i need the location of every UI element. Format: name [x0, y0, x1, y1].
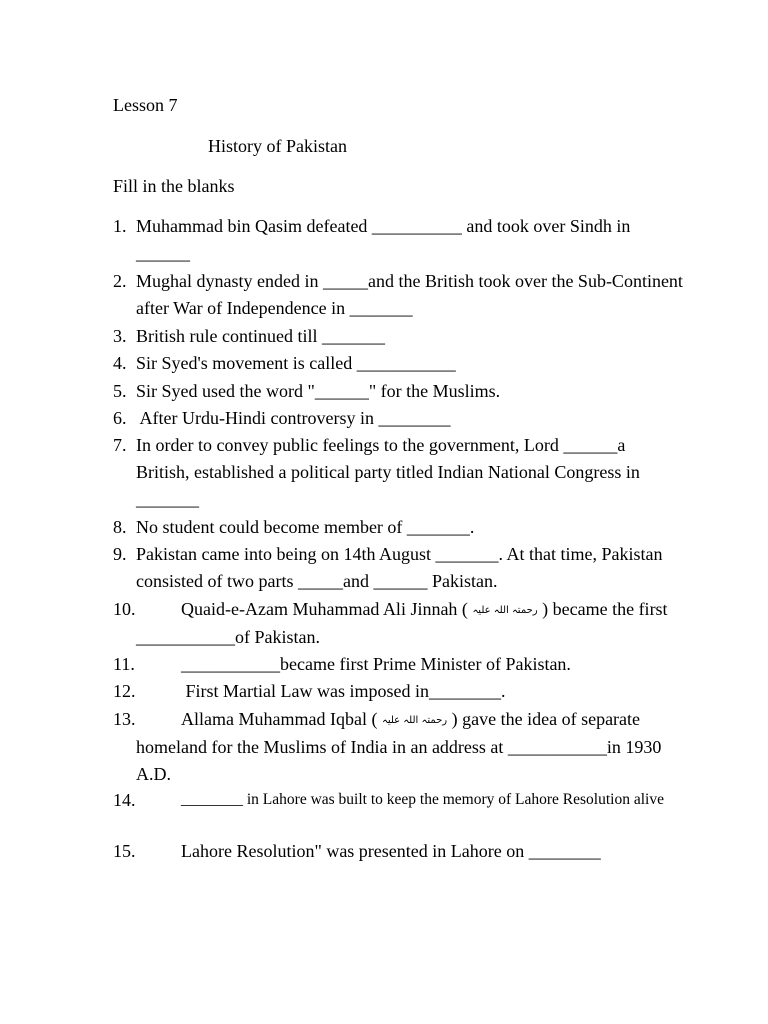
question-8 — [113, 514, 683, 541]
question-5 — [113, 378, 683, 405]
question-text-continued: ) gave the idea of separate homeland for the Muslims of India in an address at ___________in 1930 A.D. — [136, 709, 662, 784]
honorific-urdu: رحمتہ اللہ علیہ — [472, 605, 538, 616]
page-title: History of Pakistan — [208, 136, 347, 156]
question-text: In order to convey public feelings to the government, Lord ______a British, established a political party titled Indian National Congress in _______ — [136, 435, 640, 509]
question-text: After Urdu-Hindi controversy in ________ — [136, 408, 451, 428]
question-text: Lahore Resolution" was presented in Lahore on ________ — [181, 841, 601, 861]
question-14 — [113, 788, 683, 812]
question-10 — [113, 596, 683, 651]
question-text: ___________became first Prime Minister of Pakistan. — [181, 654, 571, 674]
question-text: Sir Syed used the word "______" for the Muslims. — [136, 381, 501, 401]
question-number: 5. — [113, 381, 127, 401]
question-number: 9. — [113, 544, 127, 564]
instruction-text: Fill in the blanks — [113, 176, 235, 196]
question-text: Mughal dynasty ended in _____and the British took over the Sub-Continent after War of Independence in _______ — [136, 271, 683, 318]
honorific-urdu: رحمتہ اللہ علیہ — [381, 715, 448, 726]
question-text: Quaid-e-Azam Muhammad Ali Jinnah ( — [181, 599, 468, 619]
question-number: 15. — [113, 841, 136, 861]
question-7 — [113, 432, 683, 513]
question-number: 2. — [113, 271, 127, 291]
question-number: 11. — [113, 654, 135, 674]
question-number: 1. — [113, 216, 127, 236]
question-text: First Martial Law was imposed in________. — [181, 681, 506, 701]
question-number: 7. — [113, 435, 127, 455]
question-number: 14. — [113, 790, 136, 810]
question-number: 4. — [113, 353, 127, 373]
question-number: 3. — [113, 326, 127, 346]
question-text: British rule continued till _______ — [136, 326, 385, 346]
question-number: 12. — [113, 681, 136, 701]
question-2 — [113, 268, 683, 322]
question-3 — [113, 323, 683, 350]
question-number: 13. — [113, 709, 136, 729]
question-15 — [113, 838, 683, 865]
question-11 — [113, 651, 683, 678]
question-12 — [113, 678, 683, 705]
lesson-label: Lesson 7 — [113, 95, 178, 115]
question-text: Muhammad bin Qasim defeated __________ and took over Sindh in ______ — [136, 216, 631, 263]
question-text: Sir Syed's movement is called ___________ — [136, 353, 456, 373]
question-6 — [113, 405, 683, 432]
question-text: Allama Muhammad Iqbal ( — [181, 709, 378, 729]
question-number: 8. — [113, 517, 127, 537]
question-number: 6. — [113, 408, 127, 428]
question-13 — [113, 706, 683, 788]
question-number: 10. — [113, 599, 136, 619]
question-9 — [113, 541, 683, 595]
question-text: No student could become member of _______. — [136, 517, 475, 537]
question-1 — [113, 213, 683, 267]
question-text: Pakistan came into being on 14th August _______. At that time, Pakistan consisted of two parts _____and ______ Pakistan. — [136, 544, 663, 591]
question-text: ________ in Lahore was built to keep the memory of Lahore Resolution alive — [181, 791, 664, 808]
question-text-continued: ) became the first ___________of Pakistan. — [136, 599, 668, 647]
question-4 — [113, 350, 683, 377]
